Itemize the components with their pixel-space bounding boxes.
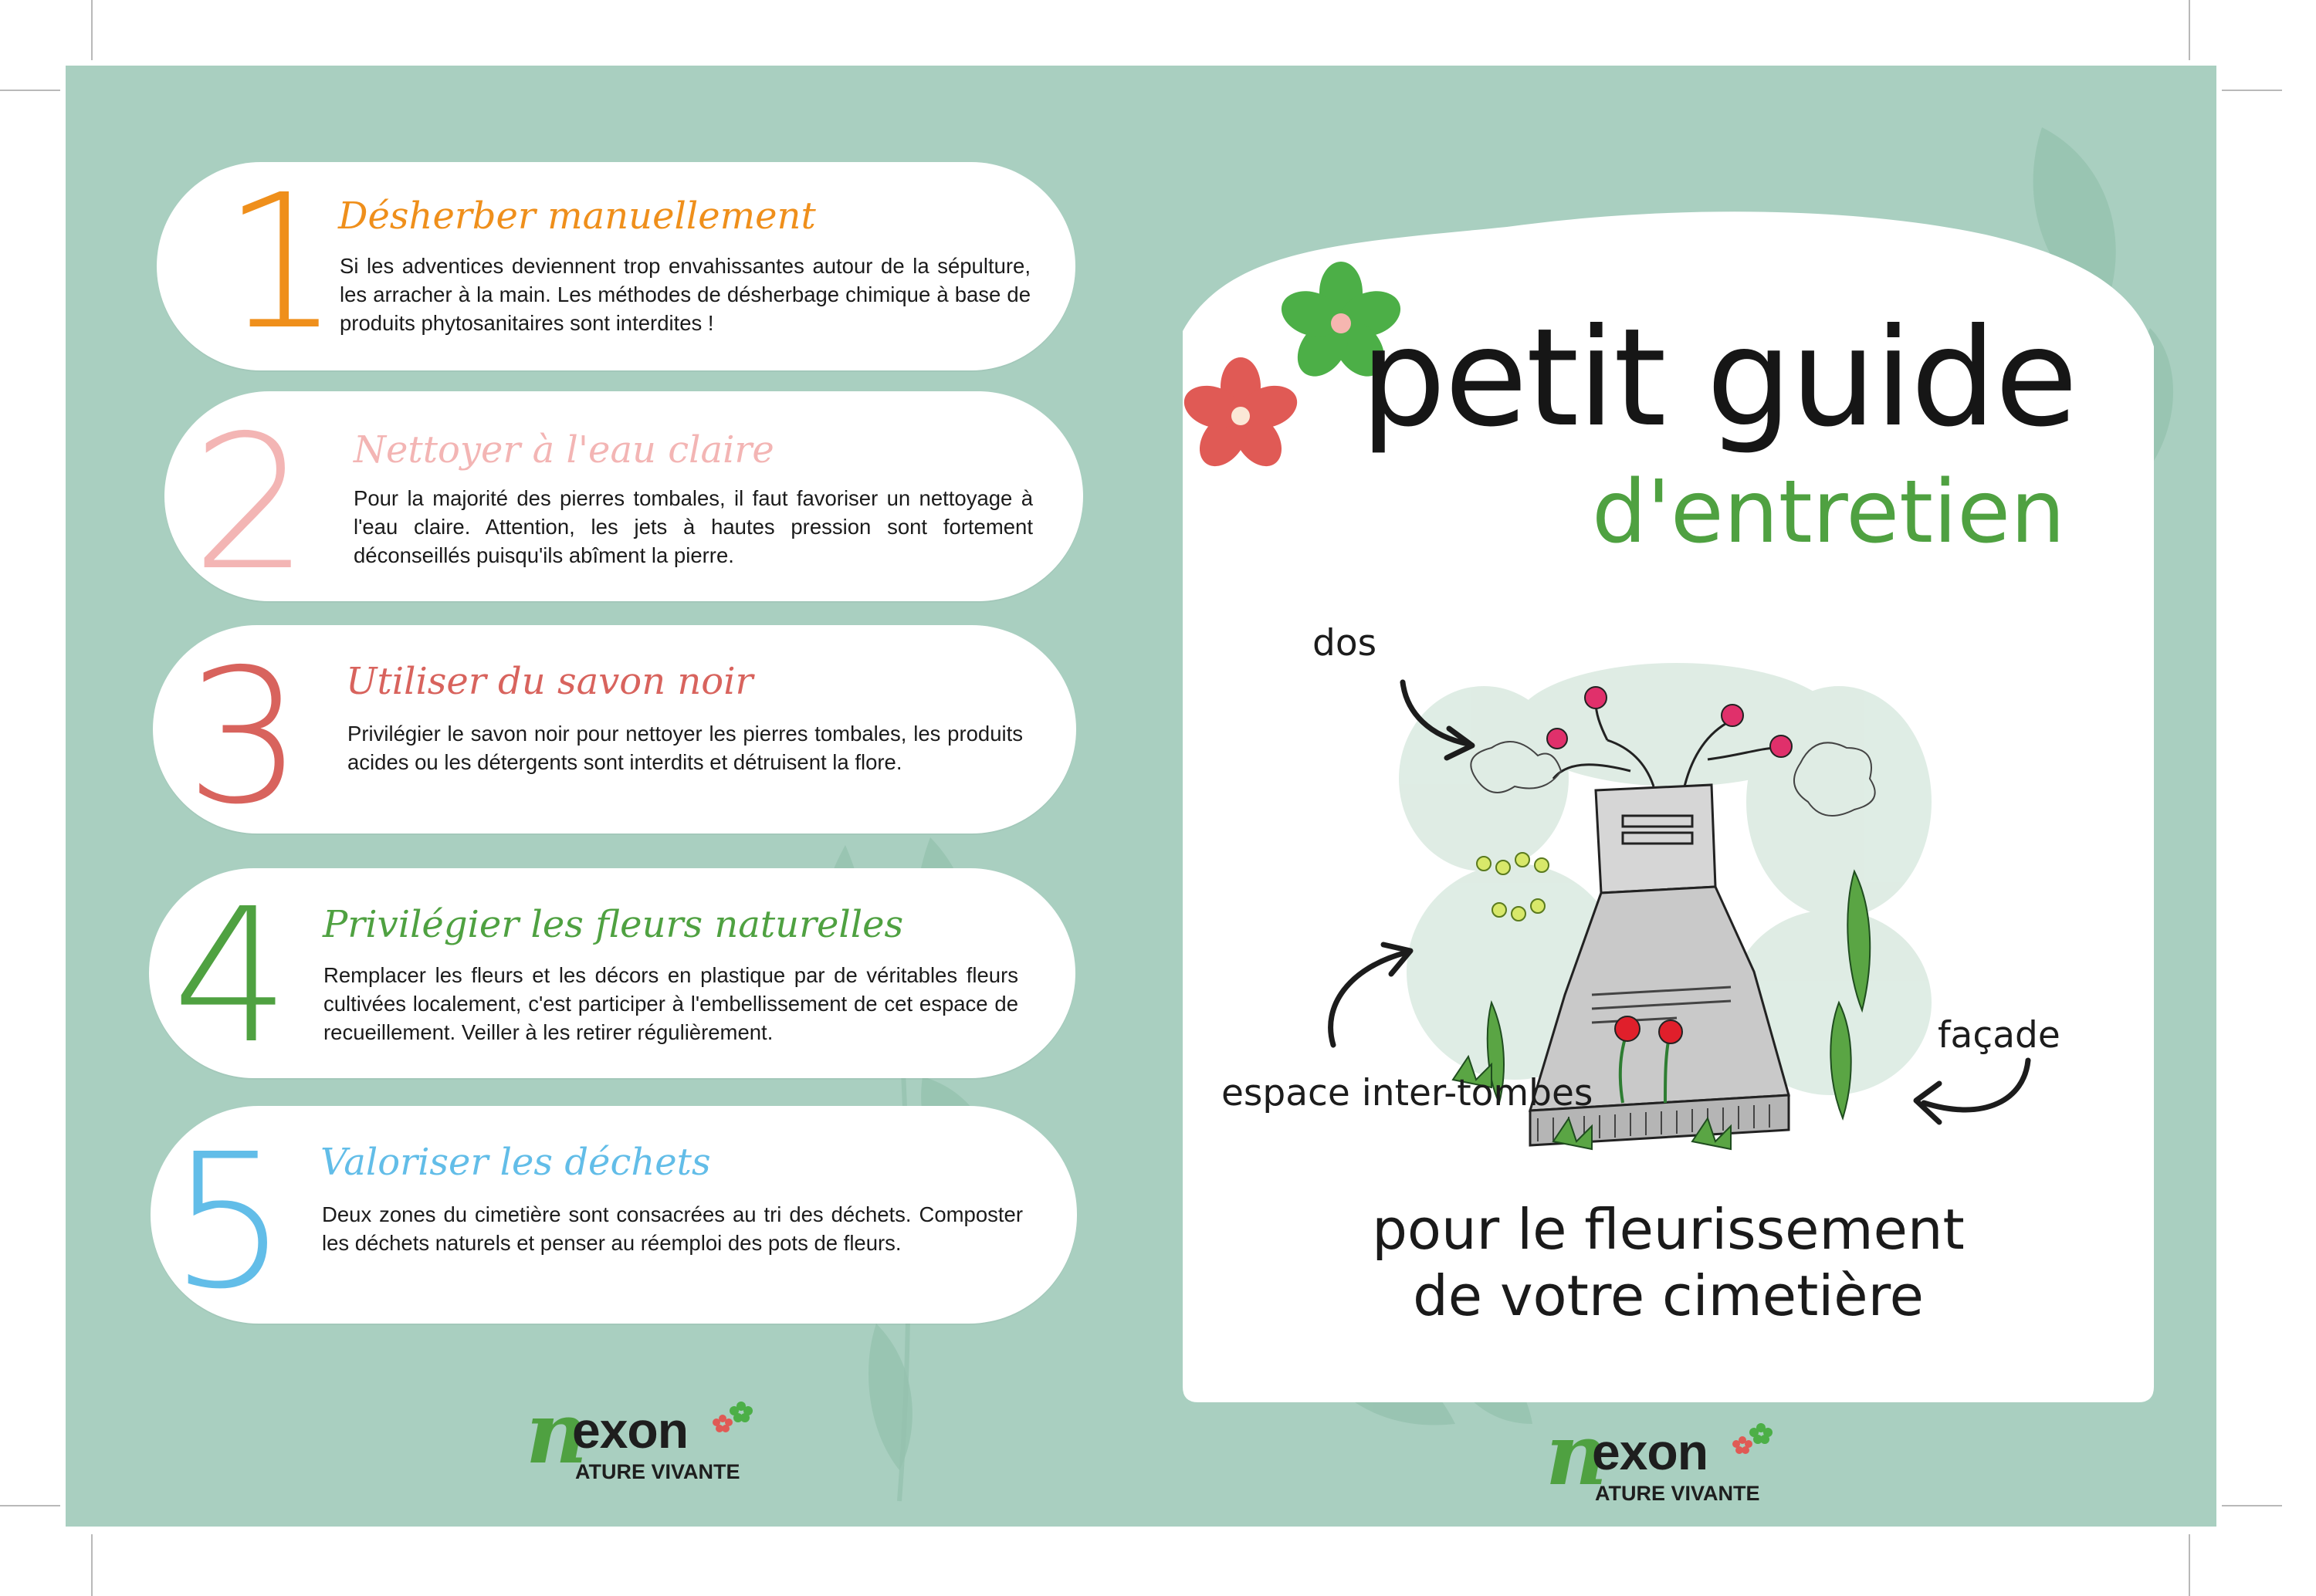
flower-icon: [1729, 1420, 1775, 1459]
arrow-front-icon: [1901, 1053, 2040, 1138]
cover-panel: [1183, 161, 2154, 1402]
step-number-3: 3: [185, 629, 303, 845]
step-card-2: [164, 391, 1083, 611]
step-title-3: Utiliser du savon noir: [346, 660, 753, 703]
step-title-1: Désherber manuellement: [338, 194, 816, 238]
label-front: façade: [1938, 1014, 2060, 1057]
label-back: dos: [1312, 622, 1377, 664]
nexon-logo: [526, 1383, 804, 1491]
step-text-5: Deux zones du cimetière sont consacrées au tri des déchets. Composter les déchets naturels et penser au réemploi des pots de fleurs.: [322, 1202, 1023, 1255]
step-card-1: [157, 154, 1075, 370]
crop-mark: [91, 1534, 93, 1596]
brochure-sheet: [66, 66, 2216, 1527]
crop-mark: [2189, 1534, 2190, 1596]
logo-word: exon: [572, 1402, 689, 1459]
step-text-4: Remplacer les fleurs et les décors en plastique par de véritables fleurs cultivées localement, c'est participer à l'embellissement de cet espace de recueillement. Veiller à les retirer régulièrement.: [323, 963, 1018, 1044]
step-text-1: Si les adventices deviennent trop envahissantes autour de la sépulture, les arracher à la main. Les méthodes de désherbage chimique à base de produits phytosanitaires sont interdites !: [340, 254, 1031, 335]
step-number-4: 4: [172, 868, 290, 1084]
crop-mark: [0, 90, 60, 91]
nexon-logo-cover: [1546, 1405, 1823, 1513]
step-number-2: 2: [191, 395, 310, 611]
crop-mark: [2189, 0, 2190, 60]
arrow-back-icon: [1391, 675, 1484, 767]
step-card-4: [149, 868, 1075, 1084]
arrow-inter-icon: [1318, 937, 1426, 1053]
crop-mark: [91, 0, 93, 60]
logo-word: exon: [1592, 1423, 1708, 1480]
cover-tagline-line2: de votre cimetière: [1413, 1263, 1924, 1328]
logo-baseline: ATURE VIVANTE: [1595, 1482, 1760, 1505]
label-inter-tombs: espace inter-tombes: [1221, 1072, 1593, 1114]
cover-tagline-line1: pour le fleurissement: [1372, 1197, 1965, 1262]
step-title-4: Privilégier les fleurs naturelles: [323, 903, 904, 946]
crop-mark: [0, 1505, 60, 1506]
step-number-5: 5: [170, 1114, 288, 1330]
step-card-5: [151, 1106, 1077, 1330]
step-title-2: Nettoyer à l'eau claire: [354, 428, 774, 472]
logo-letter: n: [1546, 1405, 1607, 1504]
step-card-3: [153, 625, 1076, 845]
flower-icon: [709, 1398, 755, 1437]
logo-baseline: ATURE VIVANTE: [575, 1460, 740, 1483]
cover-subtitle: d'entretien: [1592, 462, 2066, 563]
crop-mark: [2222, 90, 2282, 91]
crop-mark: [2222, 1505, 2282, 1506]
step-title-5: Valoriser les déchets: [320, 1141, 711, 1184]
cover-title: petit guide: [1360, 300, 2077, 457]
step-number-1: 1: [222, 154, 340, 370]
step-text-3: Privilégier le savon noir pour nettoyer les pierres tombales, les produits acides ou les détergents sont interdits et détruisent la flore.: [347, 722, 1023, 774]
step-text-2: Pour la majorité des pierres tombales, il faut favoriser un nettoyage à l'eau claire. Attention, les jets à hautes pression sont fortement déconseillés puisqu'ils abîment la pierre.: [354, 486, 1033, 567]
logo-letter: n: [526, 1383, 587, 1483]
